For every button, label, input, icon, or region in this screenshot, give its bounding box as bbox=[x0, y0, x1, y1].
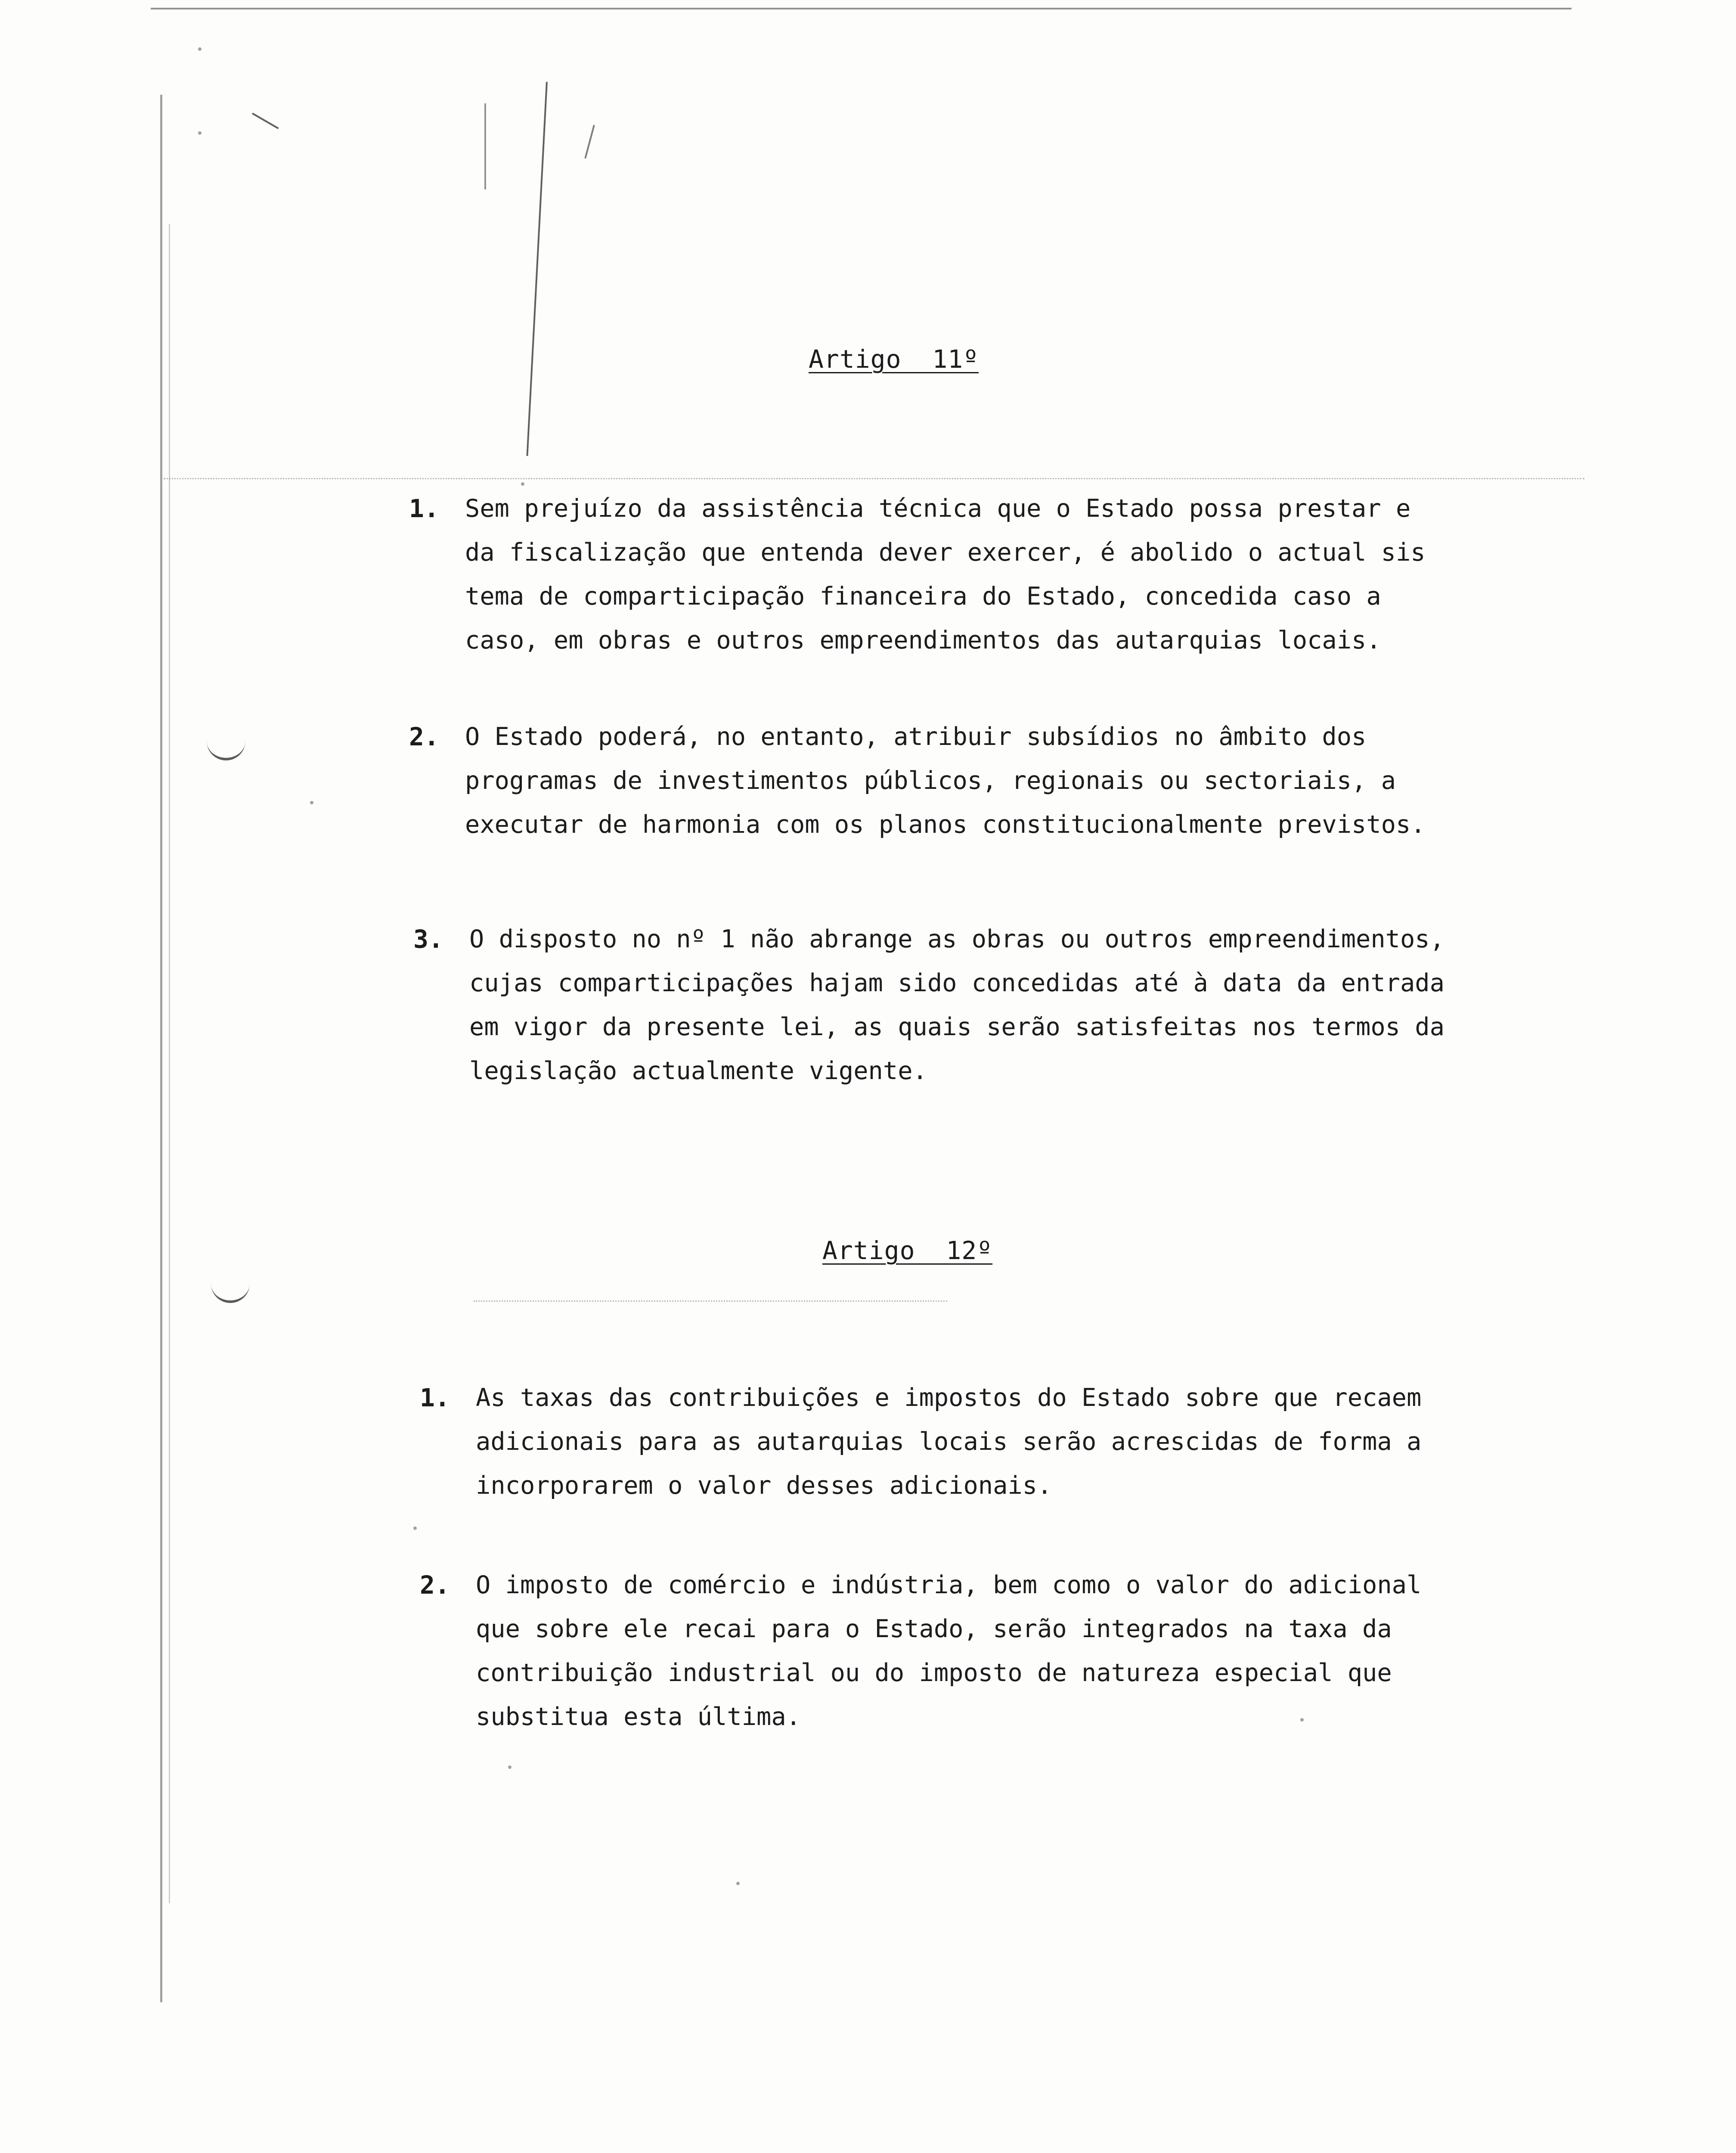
scan-dotted-line bbox=[474, 1300, 947, 1302]
punch-hole-mark bbox=[211, 1283, 250, 1303]
paragraph-number: 1. bbox=[409, 494, 439, 523]
paragraph-text: O imposto de comércio e indústria, bem como o valor do adicional que sobre ele recai para o Estado, serão integrados na taxa da contribuição industrial ou do imposto de natureza especial que substitua esta última. bbox=[476, 1571, 1422, 1731]
scan-left-edge bbox=[160, 95, 162, 2002]
scan-speck bbox=[198, 47, 202, 51]
pen-stroke-mark bbox=[526, 82, 548, 456]
scan-speck bbox=[198, 131, 202, 135]
paragraph-number: 3. bbox=[413, 924, 443, 954]
scan-left-edge-shadow bbox=[169, 224, 170, 1903]
paragraph-text: Sem prejuízo da assistência técnica que o Estado possa prestar e da fiscalização que entenda dever exercer, é abolido o actual sis tema de comparticipação financeira do Estado, concedida caso a caso, em obras e outros empreendimentos das autarquias locais. bbox=[465, 494, 1426, 655]
scan-speck bbox=[521, 482, 524, 486]
paragraph-text: O Estado poderá, no entanto, atribuir subsídios no âmbito dos programas de investimentos públicos, regionais ou sectoriais, a executar de harmonia com os planos constitucionalmente previstos. bbox=[465, 723, 1426, 839]
paragraph-number: 1. bbox=[420, 1383, 450, 1412]
pen-stroke-mark bbox=[252, 113, 279, 129]
article-11-paragraph-3 bbox=[413, 917, 1445, 1093]
article-12-paragraph-1 bbox=[420, 1376, 1421, 1508]
scan-speck bbox=[508, 1765, 512, 1769]
pen-stroke-mark bbox=[584, 125, 595, 158]
scan-speck bbox=[736, 1882, 740, 1885]
paragraph-text: As taxas das contribuições e impostos do Estado sobre que recaem adicionais para as autarquias locais serão acrescidas de forma a incorporarem o valor desses adicionais. bbox=[476, 1384, 1422, 1500]
pen-stroke-mark bbox=[484, 103, 486, 189]
article-11-paragraph-2 bbox=[409, 715, 1426, 847]
paragraph-text: O disposto no nº 1 não abrange as obras ou outros empreendimentos, cujas comparticipações hajam sido concedidas até à data da entrada em vigor da presente lei, as quais serão satisfeitas nos termos da legislação actualmente vigente. bbox=[469, 925, 1445, 1085]
article-12-heading: Artigo 12º bbox=[822, 1236, 993, 1265]
paragraph-number: 2. bbox=[420, 1570, 450, 1600]
article-11-heading: Artigo 11º bbox=[809, 344, 979, 374]
article-12-paragraph-2 bbox=[420, 1563, 1421, 1739]
scan-dotted-line bbox=[164, 478, 1584, 479]
scan-speck bbox=[310, 801, 313, 804]
punch-hole-mark bbox=[207, 741, 245, 760]
scan-speck bbox=[413, 1526, 417, 1530]
scan-top-edge bbox=[151, 8, 1572, 9]
article-11-paragraph-1 bbox=[409, 487, 1426, 662]
paragraph-number: 2. bbox=[409, 722, 439, 751]
